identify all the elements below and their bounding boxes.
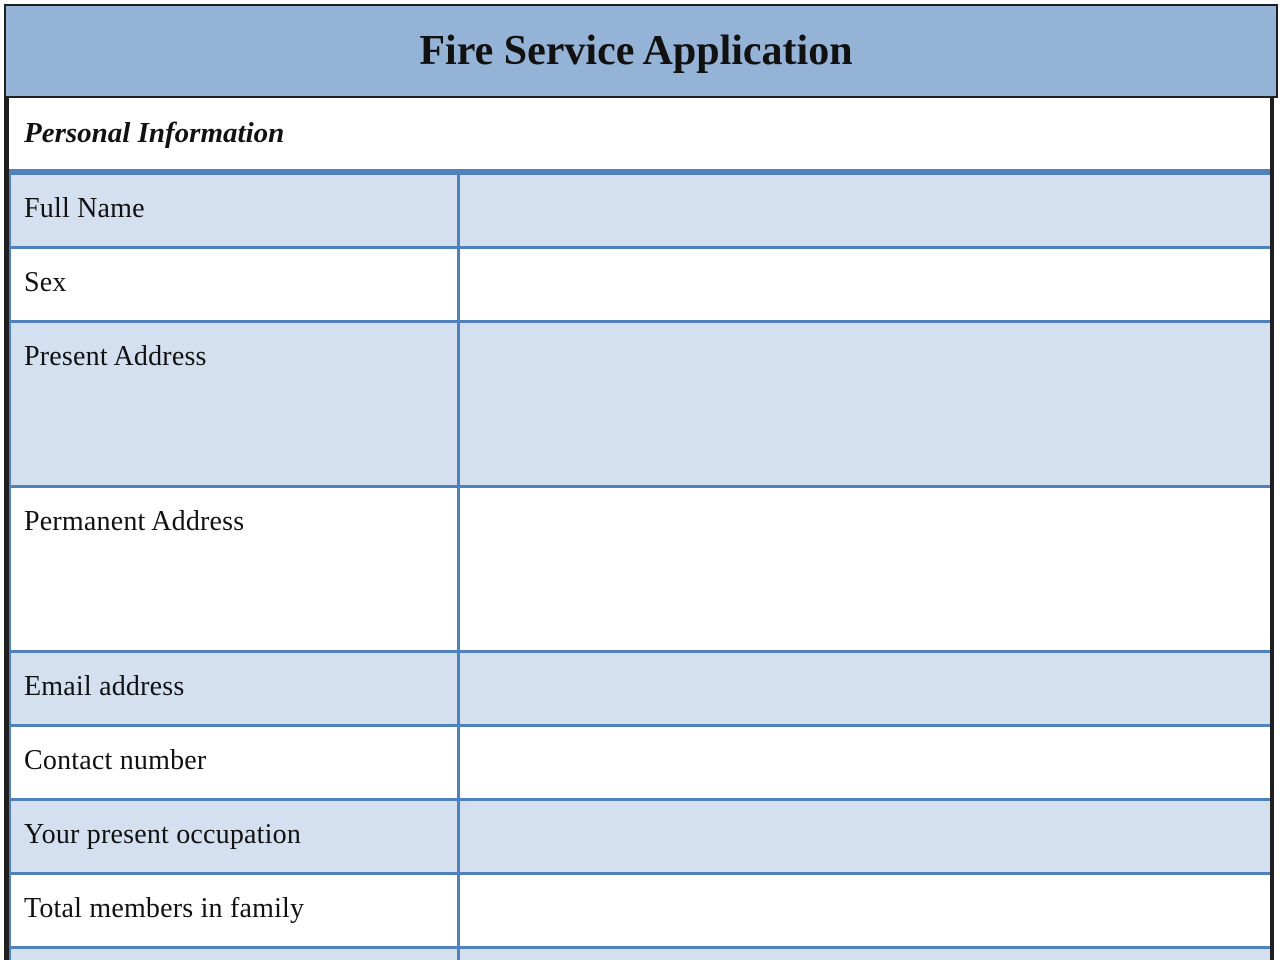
full-name-field[interactable] [460, 175, 1270, 246]
form-table [9, 169, 1270, 960]
permanent-address-field[interactable] [460, 488, 1270, 650]
form-row-present-address [9, 323, 1270, 485]
form-row-contact-number [9, 727, 1270, 798]
field-label: Your present occupation [24, 819, 302, 850]
field-label-cell [11, 653, 457, 724]
field-label: Present Address [24, 341, 207, 372]
contact-number-field[interactable] [460, 727, 1270, 798]
field-label-cell [11, 727, 457, 798]
field-label-cell [11, 175, 457, 246]
field-label-cell [11, 875, 457, 946]
field-label-cell [11, 249, 457, 320]
form-row-email [9, 653, 1270, 724]
form-row-occupation [9, 801, 1270, 872]
section-title: Personal Information [24, 117, 285, 149]
section-header [9, 98, 1270, 169]
field-label-cell [11, 323, 457, 485]
title-bar [4, 4, 1278, 98]
form-row-permanent-address [9, 488, 1270, 650]
field-label: Sex [24, 267, 67, 298]
next-field[interactable] [460, 949, 1270, 960]
form-row-full-name [9, 175, 1270, 246]
field-label: Total members in family [24, 893, 305, 924]
form-row-next [9, 949, 1270, 960]
field-label-cell [11, 801, 457, 872]
sex-field[interactable] [460, 249, 1270, 320]
field-label: Full Name [24, 193, 145, 224]
field-label: Contact number [24, 745, 207, 776]
present-address-field[interactable] [460, 323, 1270, 485]
field-label-cell [11, 949, 457, 960]
field-label-cell [11, 488, 457, 650]
family-members-field[interactable] [460, 875, 1270, 946]
form-row-sex [9, 249, 1270, 320]
field-label: Email address [24, 671, 185, 702]
field-label: Permanent Address [24, 506, 245, 537]
occupation-field[interactable] [460, 801, 1270, 872]
form-row-family-members [9, 875, 1270, 946]
form-title: Fire Service Application [419, 28, 853, 74]
email-field[interactable] [460, 653, 1270, 724]
